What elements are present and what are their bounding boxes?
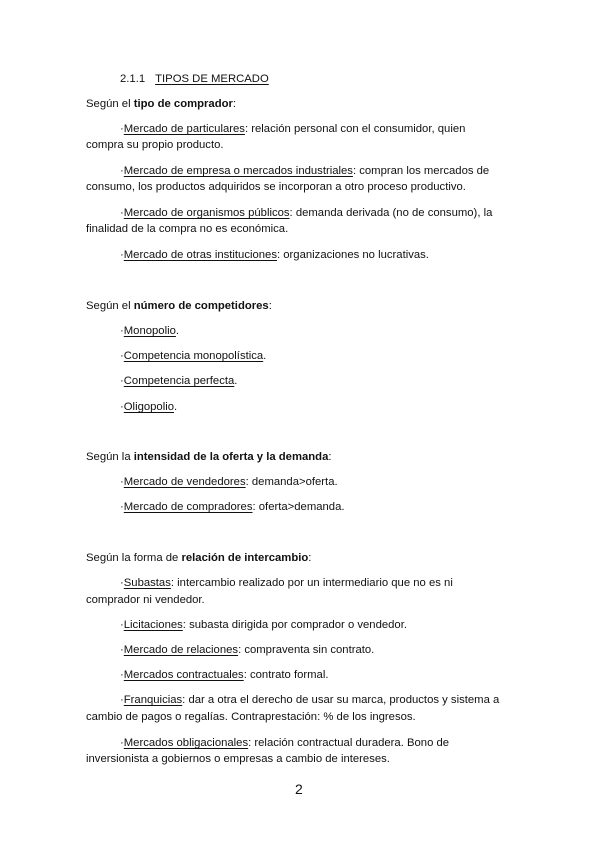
list-item: ·Mercado de particulares: relación personal con el consumidor, quien — [120, 123, 466, 135]
term: Competencia perfecta — [123, 375, 235, 387]
section-key-term: número de competidores — [133, 300, 269, 312]
term: Mercado de empresa o mercados industriales — [123, 165, 353, 177]
page-number: 2 — [295, 781, 303, 797]
list-item: ·Franquicias: dar a otra el derecho de usar su marca, productos y sistema a — [120, 694, 500, 706]
list-item: ·Mercado de organismos públicos: demanda derivada (no de consumo), la — [120, 207, 493, 219]
section-key-term: relación de intercambio — [181, 552, 309, 564]
term: Mercado de otras instituciones — [123, 249, 277, 261]
list-item: ·Mercado de vendedores: demanda>oferta. — [120, 476, 338, 488]
list-item: ·Mercado de compradores: oferta>demanda. — [120, 501, 345, 513]
term: Mercado de compradores — [123, 501, 253, 513]
heading-number: 2.1.1 — [120, 73, 146, 85]
term: Monopolio — [123, 325, 176, 337]
list-item: ·Monopolio. — [120, 325, 180, 337]
section-key-term: tipo de comprador — [133, 98, 233, 110]
term: Oligopolio — [123, 401, 175, 413]
list-item: ·Mercado de empresa o mercados industriales: compran los mercados de — [120, 165, 490, 177]
list-item: ·Oligopolio. — [120, 401, 178, 413]
list-item: ·Licitaciones: subasta dirigida por comprador o vendedor. — [120, 619, 407, 631]
term: Mercados obligacionales — [123, 737, 249, 749]
list-item-continuation: compra su propio producto. — [86, 139, 224, 151]
list-item: ·Mercado de relaciones: compraventa sin contrato. — [120, 644, 375, 656]
list-item: ·Mercado de otras instituciones: organizaciones no lucrativas. — [120, 249, 429, 261]
term: Franquicias — [123, 694, 183, 706]
list-item-continuation: inversionista a gobiernos o empresas a cambio de intereses. — [86, 753, 390, 765]
section-key-term: intensidad de la oferta y la demanda — [133, 451, 329, 463]
term: Mercado de relaciones — [123, 644, 239, 656]
list-item: ·Subastas: intercambio realizado por un intermediario que no es ni — [120, 577, 453, 589]
heading-title: TIPOS DE MERCADO — [155, 73, 269, 85]
list-item: ·Competencia perfecta. — [120, 375, 238, 387]
term: Mercado de particulares — [123, 123, 245, 135]
section-intro: Según el tipo de comprador: — [86, 98, 237, 110]
list-item-continuation: finalidad de la compra no es económica. — [86, 223, 289, 235]
list-item-continuation: consumo, los productos adquiridos se incorporan a otro proceso productivo. — [86, 181, 466, 193]
section-intro: Según la forma de relación de intercambio: — [86, 552, 312, 564]
list-item-continuation: cambio de pagos o regalías. Contraprestación: % de los ingresos. — [86, 711, 416, 723]
term: Licitaciones — [123, 619, 183, 631]
term: Mercados contractuales — [123, 669, 244, 681]
list-item: ·Competencia monopolística. — [120, 350, 267, 362]
list-item-continuation: comprador ni vendedor. — [86, 594, 205, 606]
list-item: ·Mercados contractuales: contrato formal. — [120, 669, 329, 681]
section-heading — [120, 72, 269, 86]
section-intro: Según la intensidad de la oferta y la demanda: — [86, 451, 332, 463]
term: Competencia monopolística — [123, 350, 264, 362]
term: Mercado de vendedores — [123, 476, 246, 488]
term: Mercado de organismos públicos — [123, 207, 290, 219]
list-item: ·Mercados obligacionales: relación contractual duradera. Bono de — [120, 737, 450, 749]
term: Subastas — [123, 577, 171, 589]
section-intro: Según el número de competidores: — [86, 300, 272, 312]
